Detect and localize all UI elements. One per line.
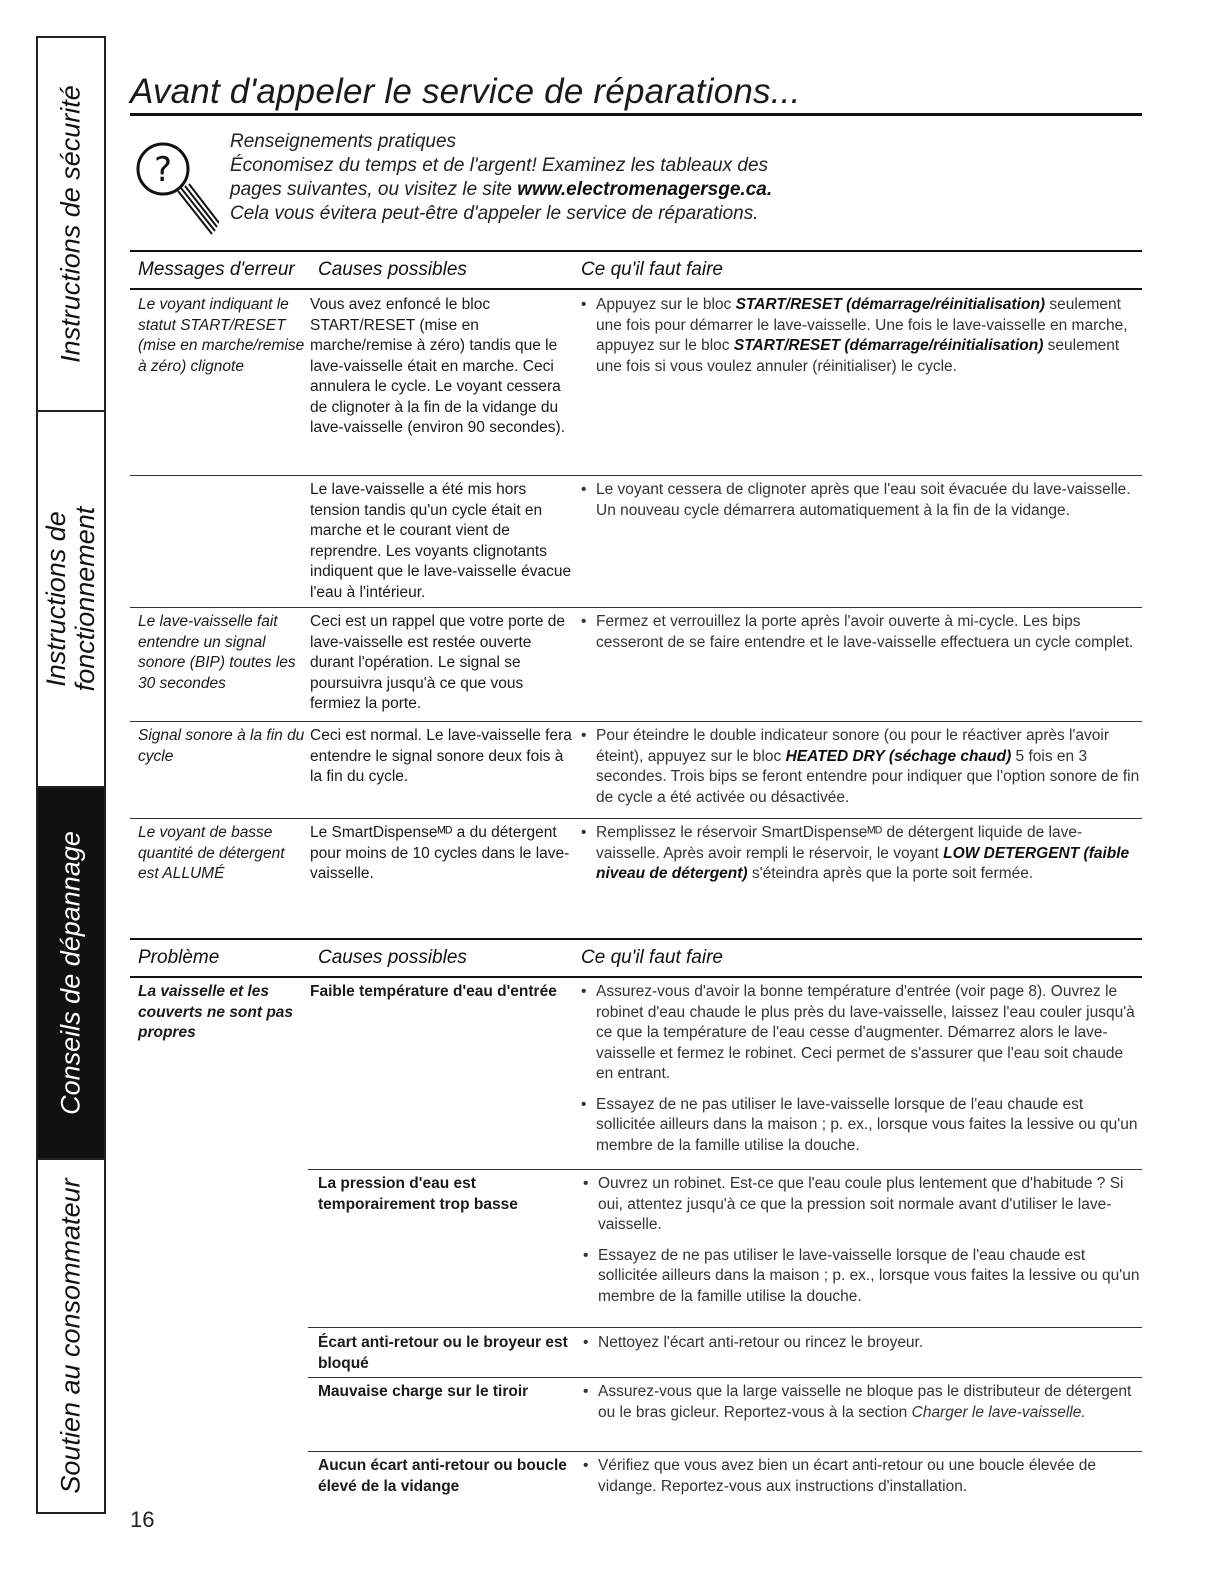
solution-text: Essayez de ne pas utiliser le lave-vaisselle lorsque de l'eau chaude est sollicitée ailleurs dans la maison ; p. ex., lorsque vous faites la lessive ou qu'un membre de la famille utilise la douche. [598,1246,1140,1305]
error-message: Signal sonore à la fin du cycle [138,727,305,765]
solution-emphasis: LOW DETERGENT (faible niveau de détergent) [596,844,1130,882]
solution-text: seulement une fois si vous voulez annuler (réinitialiser) le cycle. [596,337,1120,375]
table-row [130,290,1142,475]
solution [578,823,1142,893]
table-row [130,721,1142,818]
possible-cause: Ceci est un rappel que votre porte de lave-vaisselle est restée ouverte durant l'opération. Le signal se poursuivra jusqu'à ce que vous fermiez la porte. [310,613,566,712]
table-row [130,1169,1142,1327]
bullet-icon: • [581,296,587,313]
table-row [130,1327,1142,1377]
column-header: Causes possibles [318,259,467,280]
solution-emphasis: HEATED DRY (séchage chaud) [785,747,1012,765]
problem-empty [130,1169,308,1327]
solution [580,1456,1142,1503]
svg-text:?: ? [153,150,173,190]
table-row [130,607,1142,721]
page-title: Avant d'appeler le service de réparations... [130,72,801,111]
tab-instructions-fonctionnement[interactable] [38,412,104,788]
table-row [130,1451,1142,1503]
solution-text: Essayez de ne pas utiliser le lave-vaisselle lorsque de l'eau chaude est sollicitée ailleurs dans la maison ; p. ex., lorsque vous faites la lessive ou qu'un membre de la famille utilise la douche. [596,1095,1138,1154]
column-header: Messages d'erreur [138,259,295,280]
error-message: Le voyant indiquant le statut START/RESET (mise en marche/remise à zéro) clignote [138,296,305,375]
solution-emphasis: Charger le lave-vaisselle. [911,1403,1086,1421]
tab-label [42,507,100,692]
error-message [130,480,308,607]
solution-text: Assurez-vous d'avoir la bonne température d'entrée (voir page 8). Ouvrez le robinet d'eau chaude le plus près du lave-vaisselle, laissez l'eau couler jusqu'à ce que la température de l'eau cesse d'augmenter. Démarrez alors le lave-vaisselle et fermez le robinet. Ceci permet de s'assurer que l'eau soit chaude en entrant. [596,983,1135,1082]
problems-table [130,938,1142,1503]
solution-text: Fermez et verrouillez la porte après l'avoir ouverte à mi-cycle. Les bips cesseront de se faire entendre et le lave-vaisselle effectuera un cycle complet. [596,613,1134,651]
tab-soutien-consommateur[interactable] [38,1160,104,1514]
table-row [130,475,1142,607]
tab-instructions-securite[interactable] [38,36,104,412]
row-content [308,1377,1142,1451]
website-link[interactable]: www.electromenagersge.ca. [517,179,773,200]
solution [578,480,1142,607]
table-row [130,1377,1142,1451]
column-header: Ce qu'il faut faire [581,947,723,968]
tab-label-text: Instructions de fonctionnement [41,506,100,692]
table-row [130,818,1142,893]
help-line: Économisez du temps et de l'argent! Examinez les tableaux des [230,155,769,176]
possible-cause: Le SmartDispenseᴹᴰ a du détergent pour moins de 10 cycles dans le lave-vaisselle. [310,824,570,882]
table-header [130,938,1142,978]
solution-text: Ouvrez un robinet. Est-ce que l'eau coule plus lentement que d'habitude ? Si oui, attentez jusqu'à ce que la pression soit normale avant d'utiliser le lave-vaisselle. [598,1175,1124,1233]
possible-cause: Vous avez enfoncé le bloc START/RESET (mise en marche/remise à zéro) tandis que le lave-vaisselle était en marche. Ceci annulera le cycle. Le voyant cessera de clignoter à la fin de la vidange du lave-vaisselle (environ 90 secondes). [310,296,566,436]
possible-cause: Le lave-vaisselle a été mis hors tension tandis qu'un cycle était en marche et le courant vient de reprendre. Les voyants clignotants indiquent que le lave-vaisselle évacue l'eau à l'intérieur. [310,481,572,601]
row-content [308,1169,1142,1327]
possible-cause: Ceci est normal. Le lave-vaisselle fera entendre le signal sonore deux fois à la fin du cycle. [310,727,572,785]
table-header [130,250,1142,290]
possible-cause: La pression d'eau est temporairement trop basse [318,1175,518,1213]
solution-text: seulement une fois pour démarrer le lave-vaisselle. Une fois le lave-vaisselle en marche, appuyez sur le bloc [596,296,1128,354]
solution-text: Nettoyez l'écart anti-retour ou rincez le broyeur. [598,1334,924,1351]
problem: La vaisselle et les couverts ne sont pas propres [138,983,294,1041]
problem-empty [130,1377,308,1451]
tab-label: Conseils de dépannage [55,831,86,1115]
solution-text: s'éteindra après que la porte soit fermée. [747,865,1034,882]
bullet-icon: • [581,824,587,841]
solution-text: Remplissez le réservoir SmartDispenseᴹᴰ de détergent liquide de lave-vaisselle. Après avoir rempli le réservoir, le voyant [596,824,1083,862]
help-line-text: pages suivantes, ou visitez le site [230,179,518,200]
question-mark-icon [133,133,219,237]
possible-cause: Faible température d'eau d'entrée [310,983,557,1000]
solution [580,1174,1142,1327]
solution [578,982,1142,1169]
bullet-icon: • [583,1457,589,1474]
solution-text: 5 fois en 3 secondes. Trois bips se feront entendre pour indiquer que l'option sonore de fin de cycle a été activée ou désactivée. [596,747,1140,806]
solution-text: Vérifiez que vous avez bien un écart anti-retour ou une boucle élevée de vidange. Reportez-vous aux instructions d'installation. [598,1457,1097,1495]
bullet-icon: • [583,1175,589,1192]
column-header: Ce qu'il faut faire [581,259,723,280]
bullet-icon: • [581,613,587,630]
solution [580,1333,1142,1377]
solution [580,1382,1142,1451]
error-message: Le voyant de basse quantité de détergent est ALLUMÉ [138,824,285,882]
solution-text: Pour éteindre le double indicateur sonore (ou pour le réactiver après l'avoir éteint), appuyez sur le bloc [596,727,1110,765]
bullet-icon: • [583,1246,589,1264]
solution [578,726,1142,818]
row-content [308,1451,1142,1503]
error-message: Le lave-vaisselle fait entendre un signal sonore (BIP) toutes les 30 secondes [138,613,296,692]
bullet-icon: • [583,1334,589,1351]
column-header: Causes possibles [318,947,467,968]
error-messages-table [130,250,1142,893]
column-header: Problème [138,947,220,968]
problem-empty [130,1451,308,1503]
tab-label: Soutien au consommateur [55,1178,86,1494]
page-number: 16 [130,1507,155,1532]
title-rule [130,113,1142,116]
possible-cause: Écart anti-retour ou le broyeur est bloqué [318,1334,568,1372]
section-sidebar [36,36,106,1514]
solution-emphasis: START/RESET (démarrage/réinitialisation) [735,296,1046,313]
possible-cause: Mauvaise charge sur le tiroir [318,1383,529,1400]
bullet-icon: • [581,983,587,1000]
solution-text: Assurez-vous que la large vaisselle ne bloque pas le distributeur de détergent ou le bras gicleur. Reportez-vous à la section [598,1383,1132,1421]
problem-empty [130,1327,308,1377]
help-text [230,130,772,226]
row-content [308,1327,1142,1377]
solution [578,295,1142,475]
possible-cause: Aucun écart anti-retour ou boucle élevé de la vidange [318,1457,567,1495]
bullet-icon: • [581,727,587,744]
help-line: Cela vous évitera peut-être d'appeler le service de réparations. [230,203,759,224]
solution-emphasis: START/RESET (démarrage/réinitialisation) [733,337,1044,354]
tab-conseils-depannage[interactable] [38,788,104,1160]
solution-text: Appuyez sur le bloc [596,296,736,313]
table-row [130,978,1142,1169]
bullet-icon: • [583,1383,589,1400]
solution-text: Le voyant cessera de clignoter après que l'eau soit évacuée du lave-vaisselle. Un nouveau cycle démarrera automatiquement à la fin de la vidange. [596,481,1131,519]
solution [578,612,1142,721]
bullet-icon: • [581,481,587,498]
bullet-icon: • [581,1095,587,1113]
help-line [230,178,772,202]
tab-label: Instructions de sécurité [55,85,86,363]
help-line-title: Renseignements pratiques [230,131,457,152]
